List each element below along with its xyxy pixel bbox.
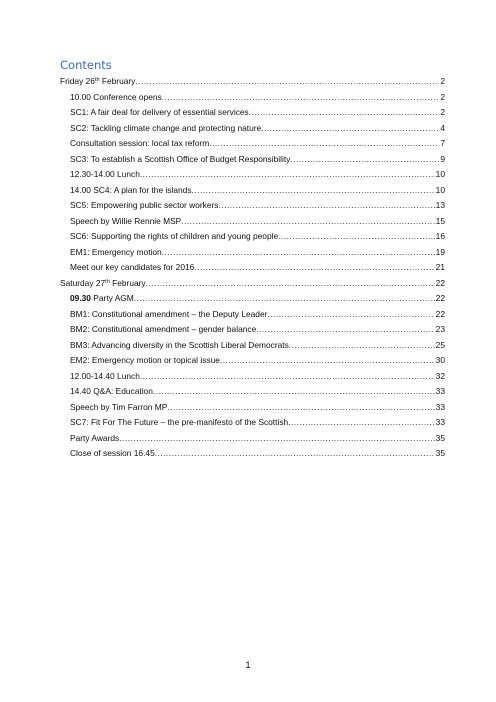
toc-entry-title <box>70 400 167 416</box>
toc-dot-leader <box>140 167 435 183</box>
toc-entry[interactable] <box>60 369 445 385</box>
toc-entry-text: Consultation session: local tax reform <box>70 138 210 148</box>
toc-entry[interactable] <box>60 400 445 416</box>
toc-entry[interactable] <box>60 307 445 323</box>
toc-entry-page: 2 <box>440 91 445 102</box>
toc-entry-title <box>70 121 261 137</box>
table-of-contents <box>60 74 445 462</box>
toc-entry[interactable] <box>60 338 445 354</box>
toc-entry-page: 35 <box>435 448 445 458</box>
toc-dot-leader <box>134 291 435 307</box>
toc-entry[interactable] <box>60 90 445 106</box>
toc-dot-leader <box>209 136 439 152</box>
toc-entry-page: 10 <box>435 184 445 195</box>
toc-entry[interactable] <box>60 245 445 261</box>
toc-entry-title <box>70 183 192 199</box>
toc-entry-title <box>70 307 267 323</box>
toc-entry[interactable] <box>60 105 445 121</box>
toc-entry-page: 33 <box>435 417 445 427</box>
toc-entry-page: 30 <box>435 355 445 365</box>
toc-dot-leader <box>155 446 435 462</box>
toc-entry-title <box>70 167 140 183</box>
toc-entry[interactable] <box>60 384 445 400</box>
toc-entry-text: EM2: Emergency motion or topical issue <box>70 355 220 365</box>
toc-entry-title <box>70 260 194 276</box>
toc-entry-page: 10 <box>435 169 445 179</box>
toc-entry-page: 4 <box>440 122 445 133</box>
toc-entry-text-suffix: February <box>109 277 146 288</box>
toc-entry-text: Meet our key candidates for 2016 <box>70 262 195 272</box>
toc-entry-title <box>60 74 135 90</box>
toc-entry-text: SC1: A fair deal for delivery of essential services <box>70 107 249 117</box>
toc-entry-title <box>70 105 249 121</box>
toc-entry-text: BM2: Constitutional amendment – gender balance <box>70 324 257 334</box>
toc-entry-time: 09.30 <box>70 293 91 303</box>
toc-entry-title <box>70 353 220 369</box>
toc-dot-leader <box>192 183 435 199</box>
toc-dot-leader <box>220 353 435 369</box>
toc-entry[interactable] <box>60 446 445 462</box>
toc-entry[interactable] <box>60 121 445 137</box>
toc-dot-leader <box>181 214 434 230</box>
toc-entry-text: 14.40 Q&A: Education <box>70 386 153 396</box>
toc-entry-page: 19 <box>435 246 445 257</box>
toc-entry-page: 23 <box>435 324 445 334</box>
toc-entry-title <box>70 136 209 152</box>
toc-entry-title <box>70 384 153 400</box>
toc-dot-leader <box>289 338 435 354</box>
toc-entry[interactable] <box>60 198 445 214</box>
toc-entry[interactable] <box>60 276 445 292</box>
toc-entry-page: 7 <box>440 138 445 148</box>
toc-dot-leader <box>167 400 434 416</box>
toc-entry-text: Speech by Willie Rennie MSP <box>70 215 182 226</box>
toc-dot-leader <box>249 105 440 121</box>
toc-entry-page: 15 <box>435 215 445 226</box>
toc-entry[interactable] <box>60 322 445 338</box>
toc-entry-page: 13 <box>435 200 445 210</box>
toc-entry-text: BM1: Constitutional amendment – the Deputy Leader <box>70 308 268 319</box>
toc-entry-title <box>70 369 140 385</box>
toc-entry-text: Saturday 27 <box>60 277 106 288</box>
toc-entry[interactable] <box>60 214 445 230</box>
toc-dot-leader <box>135 74 439 90</box>
toc-entry-title <box>70 152 290 168</box>
toc-entry-title <box>70 90 162 106</box>
toc-entry-title <box>70 446 155 462</box>
toc-dot-leader <box>261 121 439 137</box>
toc-entry-superscript: th <box>105 278 110 285</box>
toc-entry-text: SC5: Empowering public sector workers <box>70 200 219 210</box>
toc-entry-page: 25 <box>435 339 445 350</box>
toc-entry-title <box>70 229 278 245</box>
toc-entry-text: SC6: Supporting the rights of children and young people <box>70 231 279 241</box>
toc-entry-page: 22 <box>435 308 445 319</box>
toc-entry-title <box>70 214 181 230</box>
toc-entry-page: 32 <box>435 370 445 381</box>
toc-dot-leader <box>119 431 434 447</box>
toc-dot-leader <box>153 384 435 400</box>
toc-entry-title <box>70 198 218 214</box>
toc-dot-leader <box>146 276 435 292</box>
toc-entry-text: 10.00 Conference opens <box>70 91 162 102</box>
toc-entry[interactable] <box>60 431 445 447</box>
toc-dot-leader <box>162 245 435 261</box>
toc-entry[interactable] <box>60 136 445 152</box>
toc-entry-text: Close of session 16.45 <box>70 448 155 458</box>
toc-entry-page: 22 <box>435 277 445 288</box>
toc-entry-text: Party Awards <box>70 432 120 443</box>
toc-entry-text: SC3: To establish a Scottish Office of Budget Responsibility <box>70 153 291 164</box>
toc-entry-title <box>70 338 289 354</box>
toc-entry-page: 2 <box>440 107 445 117</box>
toc-entry-page: 35 <box>435 432 445 443</box>
toc-entry-page: 2 <box>440 76 445 86</box>
toc-dot-leader <box>267 307 434 323</box>
toc-entry[interactable] <box>60 167 445 183</box>
toc-entry-text: SC7: Fit For The Future – the pre-manifesto of the Scottish <box>70 417 289 427</box>
toc-entry-title <box>70 415 288 431</box>
toc-entry-text: 14.00 SC4: A plan for the islands <box>70 184 192 195</box>
toc-dot-leader <box>278 229 435 245</box>
toc-entry-title <box>70 431 119 447</box>
toc-entry-superscript: th <box>94 77 100 83</box>
toc-entry[interactable] <box>60 183 445 199</box>
toc-entry-text: Friday 26 <box>60 76 95 86</box>
toc-dot-leader <box>256 322 434 338</box>
toc-entry[interactable] <box>60 353 445 369</box>
toc-dot-leader <box>288 415 435 431</box>
toc-entry-title <box>60 276 146 292</box>
toc-entry-page: 16 <box>435 231 445 241</box>
toc-entry[interactable] <box>60 152 445 168</box>
toc-entry-title <box>70 291 134 307</box>
contents-heading: Contents <box>60 58 112 72</box>
toc-entry-text: 12.00-14.40 Lunch <box>70 370 140 381</box>
toc-entry-text: EM1: Emergency motion <box>70 246 162 257</box>
page-number: 1 <box>245 660 251 671</box>
toc-entry-page: 9 <box>440 153 445 164</box>
toc-dot-leader <box>194 260 434 276</box>
toc-dot-leader <box>162 90 440 106</box>
toc-entry-text: SC2: Tackling climate change and protecting nature <box>70 122 262 133</box>
toc-entry-page: 33 <box>435 386 445 396</box>
toc-entry-title <box>70 245 162 261</box>
toc-entry[interactable] <box>60 74 445 90</box>
toc-entry[interactable] <box>60 415 445 431</box>
toc-entry-text-suffix: February <box>99 76 136 86</box>
toc-dot-leader <box>218 198 434 214</box>
toc-entry-title <box>70 322 256 338</box>
toc-entry[interactable] <box>60 260 445 276</box>
toc-dot-leader <box>140 369 435 385</box>
toc-entry-text: Party AGM <box>90 293 134 303</box>
toc-entry-text: BM3: Advancing diversity in the Scottish Liberal Democrats <box>70 339 289 350</box>
toc-entry[interactable] <box>60 291 445 307</box>
toc-entry-page: 22 <box>435 293 445 303</box>
toc-entry-text: 12.30-14.00 Lunch <box>70 169 140 179</box>
toc-entry-page: 33 <box>435 401 445 412</box>
toc-entry[interactable] <box>60 229 445 245</box>
toc-entry-page: 21 <box>435 262 445 272</box>
toc-entry-text: Speech by Tim Farron MP <box>70 401 168 412</box>
toc-dot-leader <box>290 152 439 168</box>
